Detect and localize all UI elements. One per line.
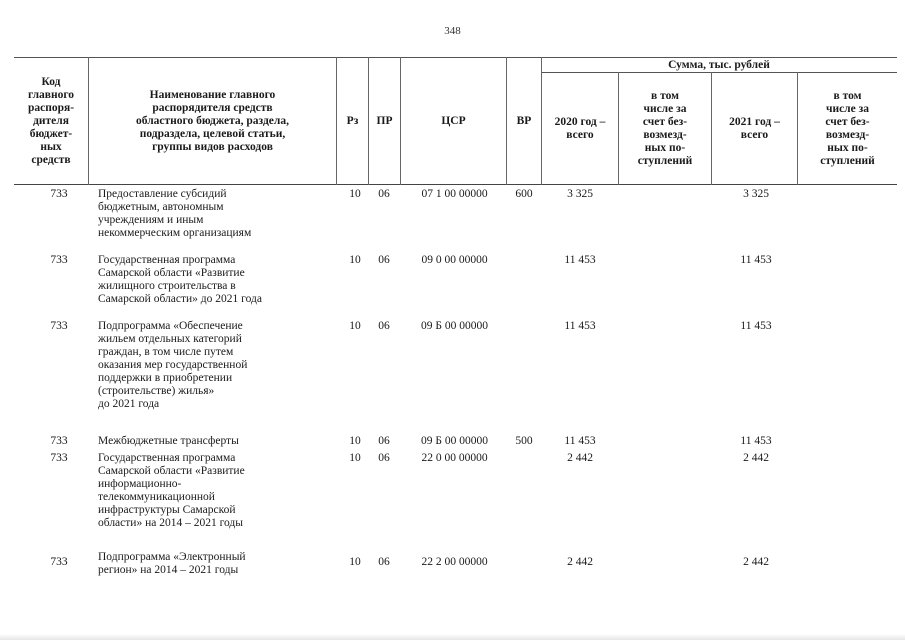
cell-sum-2021: 11 453 bbox=[740, 320, 772, 332]
cell-rz: 10 bbox=[349, 320, 361, 332]
header-2020-free: в том числе за счет без- возмезд- ных по- ступлений bbox=[637, 89, 693, 167]
header-pr: ПР bbox=[376, 114, 393, 127]
cell-name: Подпрограмма «Обеспечение жильем отдельных категорий граждан, в том числе путем оказания мер государственной поддержки в приобретении (строительстве) жилья» до 2021 года bbox=[98, 320, 248, 410]
cell-sum-2021: 2 442 bbox=[743, 452, 769, 464]
cell-sum-2020: 11 453 bbox=[564, 254, 596, 266]
cell-rz: 10 bbox=[349, 254, 361, 266]
cell-sum-2020: 11 453 bbox=[564, 320, 596, 332]
header-code: Код главного распоря- дителя бюджет- ных средств bbox=[27, 75, 75, 166]
cell-name: Государственная программа Самарской области «Развитие жилищного строительства в Самарской области» до 2021 года bbox=[98, 254, 262, 305]
cell-pr: 06 bbox=[378, 435, 390, 447]
cell-sum-2020: 3 325 bbox=[567, 188, 593, 200]
header-name: Наименование главного распорядителя средств областного бюджета, раздела, подраздела, целевой статьи, группы видов расходов bbox=[136, 88, 289, 153]
cell-name: Государственная программа Самарской области «Развитие информационно- телекоммуникационной инфраструктуры Самарской области» на 2014 – 2021 годы bbox=[98, 452, 245, 529]
header-2021-free: в том числе за счет без- возмезд- ных по- ступлений bbox=[820, 89, 875, 167]
cell-rz: 10 bbox=[349, 435, 361, 447]
cell-pr: 06 bbox=[378, 188, 390, 200]
cell-pr: 06 bbox=[378, 254, 390, 266]
cell-pr: 06 bbox=[378, 556, 390, 568]
header-vr: ВР bbox=[516, 114, 532, 127]
cell-csr: 22 0 00 00000 bbox=[421, 452, 488, 464]
cell-rz: 10 bbox=[349, 452, 361, 464]
cell-vr: 600 bbox=[515, 188, 533, 200]
cell-rz: 10 bbox=[349, 188, 361, 200]
cell-sum-2020: 2 442 bbox=[567, 452, 593, 464]
cell-code: 733 bbox=[50, 320, 68, 332]
header-sum-title: Сумма, тыс. рублей bbox=[668, 59, 770, 71]
cell-pr: 06 bbox=[378, 320, 390, 332]
cell-sum-2021: 2 442 bbox=[743, 556, 769, 568]
scan-bottom-edge bbox=[0, 634, 905, 640]
cell-name: Предоставление субсидий бюджетным, автономным учреждениям и иным некоммерческим организациям bbox=[98, 188, 252, 239]
cell-code: 733 bbox=[50, 556, 68, 568]
cell-name: Подпрограмма «Электронный регион» на 2014 – 2021 годы bbox=[98, 551, 246, 576]
header-2020-total: 2020 год – всего bbox=[554, 115, 606, 141]
cell-sum-2021: 11 453 bbox=[740, 435, 772, 447]
cell-code: 733 bbox=[50, 452, 68, 464]
cell-csr: 22 2 00 00000 bbox=[421, 556, 488, 568]
header-rz: Рз bbox=[346, 114, 359, 127]
cell-sum-2021: 3 325 bbox=[743, 188, 769, 200]
cell-sum-2020: 11 453 bbox=[564, 435, 596, 447]
page-number: 348 bbox=[444, 25, 461, 37]
cell-csr: 07 1 00 00000 bbox=[421, 188, 488, 200]
cell-code: 733 bbox=[50, 254, 68, 266]
cell-csr: 09 Б 00 00000 bbox=[421, 435, 488, 447]
cell-code: 733 bbox=[50, 435, 68, 447]
cell-csr: 09 Б 00 00000 bbox=[421, 320, 488, 332]
cell-rz: 10 bbox=[349, 556, 361, 568]
cell-sum-2021: 11 453 bbox=[740, 254, 772, 266]
cell-csr: 09 0 00 00000 bbox=[421, 254, 488, 266]
header-2021-total: 2021 год – всего bbox=[729, 115, 780, 141]
cell-name: Межбюджетные трансферты bbox=[98, 435, 239, 447]
cell-code: 733 bbox=[50, 188, 68, 200]
table-header-bottom-border bbox=[14, 184, 897, 185]
cell-sum-2020: 2 442 bbox=[567, 556, 593, 568]
cell-vr: 500 bbox=[515, 435, 533, 447]
cell-pr: 06 bbox=[378, 452, 390, 464]
header-csr: ЦСР bbox=[441, 114, 466, 127]
